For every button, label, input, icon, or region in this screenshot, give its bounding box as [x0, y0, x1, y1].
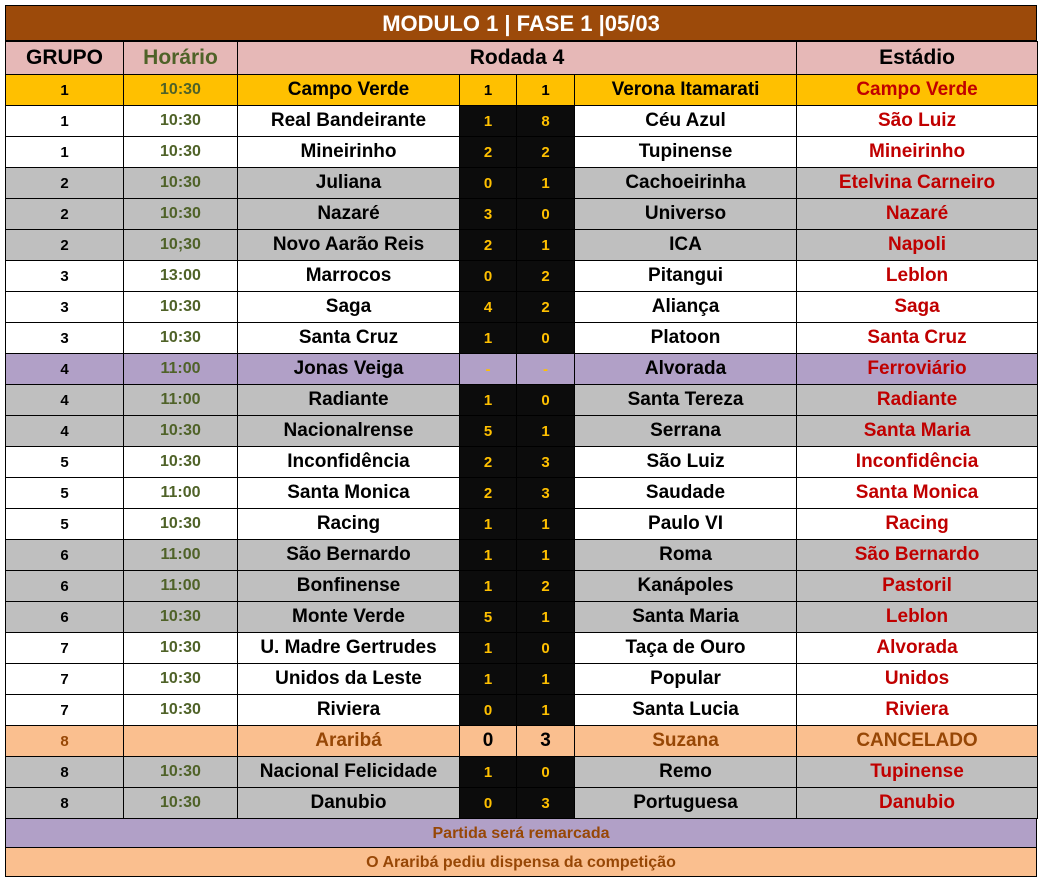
header-rodada: Rodada 4 — [238, 42, 797, 75]
group-cell: 6 — [6, 571, 124, 602]
home-team-cell: Juliana — [238, 168, 460, 199]
away-score-cell: 1 — [517, 168, 575, 199]
home-team-cell: Riviera — [238, 695, 460, 726]
stadium-cell: Saga — [797, 292, 1038, 323]
match-row — [6, 726, 1038, 757]
away-score-cell: 1 — [517, 230, 575, 261]
match-row — [6, 416, 1038, 447]
sheet-title: MODULO 1 | FASE 1 |05/03 — [5, 5, 1037, 41]
stadium-cell: Santa Maria — [797, 416, 1038, 447]
home-score-cell: 0 — [460, 695, 517, 726]
group-cell: 7 — [6, 664, 124, 695]
time-cell: 11:00 — [124, 540, 238, 571]
group-cell: 6 — [6, 540, 124, 571]
time-cell: 10:30 — [124, 447, 238, 478]
home-score-cell: 1 — [460, 509, 517, 540]
away-team-cell: Platoon — [575, 323, 797, 354]
stadium-cell: Santa Monica — [797, 478, 1038, 509]
home-score-cell: 5 — [460, 416, 517, 447]
match-row — [6, 695, 1038, 726]
match-row — [6, 757, 1038, 788]
away-team-cell: Verona Itamarati — [575, 75, 797, 106]
away-team-cell: Taça de Ouro — [575, 633, 797, 664]
away-score-cell: 0 — [517, 199, 575, 230]
group-cell: 4 — [6, 416, 124, 447]
away-team-cell: Suzana — [575, 726, 797, 757]
stadium-cell: Danubio — [797, 788, 1038, 819]
home-team-cell: Novo Aarão Reis — [238, 230, 460, 261]
away-score-cell: 3 — [517, 788, 575, 819]
time-cell: 10:30 — [124, 137, 238, 168]
stadium-cell: Leblon — [797, 261, 1038, 292]
home-score-cell: 1 — [460, 664, 517, 695]
match-row — [6, 385, 1038, 416]
away-team-cell: Santa Tereza — [575, 385, 797, 416]
away-team-cell: Santa Maria — [575, 602, 797, 633]
home-team-cell: Monte Verde — [238, 602, 460, 633]
home-team-cell: Unidos da Leste — [238, 664, 460, 695]
match-row — [6, 106, 1038, 137]
match-row — [6, 447, 1038, 478]
home-score-cell: 3 — [460, 199, 517, 230]
note-remarcada: Partida será remarcada — [5, 819, 1037, 848]
home-score-cell: - — [460, 354, 517, 385]
group-cell: 5 — [6, 509, 124, 540]
home-score-cell: 1 — [460, 540, 517, 571]
group-cell: 5 — [6, 447, 124, 478]
home-team-cell: São Bernardo — [238, 540, 460, 571]
home-team-cell: Jonas Veiga — [238, 354, 460, 385]
home-team-cell: Santa Cruz — [238, 323, 460, 354]
home-score-cell: 2 — [460, 447, 517, 478]
match-row — [6, 75, 1038, 106]
away-score-cell: 0 — [517, 757, 575, 788]
away-score-cell: 1 — [517, 75, 575, 106]
match-row — [6, 261, 1038, 292]
group-cell: 1 — [6, 106, 124, 137]
away-score-cell: 1 — [517, 664, 575, 695]
stadium-cell: Leblon — [797, 602, 1038, 633]
matches-table — [5, 41, 1038, 819]
match-row — [6, 354, 1038, 385]
away-team-cell: Universo — [575, 199, 797, 230]
away-team-cell: Tupinense — [575, 137, 797, 168]
match-row — [6, 788, 1038, 819]
group-cell: 1 — [6, 137, 124, 168]
away-team-cell: Cachoeirinha — [575, 168, 797, 199]
home-score-cell: 0 — [460, 261, 517, 292]
time-cell: 13:00 — [124, 261, 238, 292]
away-score-cell: 1 — [517, 695, 575, 726]
stadium-cell: Campo Verde — [797, 75, 1038, 106]
time-cell: 10:30 — [124, 602, 238, 633]
away-score-cell: 1 — [517, 509, 575, 540]
home-team-cell: Araribá — [238, 726, 460, 757]
time-cell: 10:30 — [124, 168, 238, 199]
match-row — [6, 664, 1038, 695]
away-team-cell: Kanápoles — [575, 571, 797, 602]
away-team-cell: Portuguesa — [575, 788, 797, 819]
home-team-cell: U. Madre Gertrudes — [238, 633, 460, 664]
home-score-cell: 1 — [460, 106, 517, 137]
time-cell: 10:30 — [124, 664, 238, 695]
away-team-cell: Saudade — [575, 478, 797, 509]
home-score-cell: 1 — [460, 757, 517, 788]
stadium-cell: Etelvina Carneiro — [797, 168, 1038, 199]
away-team-cell: Popular — [575, 664, 797, 695]
stadium-cell: Radiante — [797, 385, 1038, 416]
home-team-cell: Campo Verde — [238, 75, 460, 106]
group-cell: 5 — [6, 478, 124, 509]
time-cell: 10:30 — [124, 199, 238, 230]
note-dispensa: O Araribá pediu dispensa da competição — [5, 848, 1037, 877]
match-row — [6, 137, 1038, 168]
stadium-cell: São Luiz — [797, 106, 1038, 137]
stadium-cell: Alvorada — [797, 633, 1038, 664]
home-team-cell: Nacional Felicidade — [238, 757, 460, 788]
time-cell: 11:00 — [124, 478, 238, 509]
stadium-cell: Unidos — [797, 664, 1038, 695]
match-row — [6, 509, 1038, 540]
away-score-cell: 3 — [517, 478, 575, 509]
group-cell: 4 — [6, 354, 124, 385]
stadium-cell: CANCELADO — [797, 726, 1038, 757]
time-cell: 10:30 — [124, 292, 238, 323]
time-cell: 10;30 — [124, 230, 238, 261]
header-row — [6, 42, 1038, 75]
home-score-cell: 2 — [460, 137, 517, 168]
time-cell: 10:30 — [124, 106, 238, 137]
home-score-cell: 1 — [460, 633, 517, 664]
group-cell: 3 — [6, 292, 124, 323]
away-score-cell: 1 — [517, 416, 575, 447]
home-score-cell: 5 — [460, 602, 517, 633]
stadium-cell: Ferroviário — [797, 354, 1038, 385]
time-cell: 11:00 — [124, 354, 238, 385]
group-cell: 4 — [6, 385, 124, 416]
away-score-cell: 3 — [517, 726, 575, 757]
home-team-cell: Inconfidência — [238, 447, 460, 478]
home-score-cell: 2 — [460, 230, 517, 261]
home-score-cell: 1 — [460, 385, 517, 416]
header-estadio: Estádio — [797, 42, 1038, 75]
stadium-cell: Pastoril — [797, 571, 1038, 602]
match-row — [6, 292, 1038, 323]
time-cell: 11:00 — [124, 571, 238, 602]
time-cell: 10:30 — [124, 416, 238, 447]
away-team-cell: Céu Azul — [575, 106, 797, 137]
home-score-cell: 2 — [460, 478, 517, 509]
home-team-cell: Mineirinho — [238, 137, 460, 168]
away-team-cell: Remo — [575, 757, 797, 788]
stadium-cell: Mineirinho — [797, 137, 1038, 168]
away-score-cell: 1 — [517, 602, 575, 633]
stadium-cell: Santa Cruz — [797, 323, 1038, 354]
group-cell: 3 — [6, 261, 124, 292]
away-score-cell: 0 — [517, 633, 575, 664]
home-team-cell: Marrocos — [238, 261, 460, 292]
stadium-cell: Nazaré — [797, 199, 1038, 230]
stadium-cell: Napoli — [797, 230, 1038, 261]
away-team-cell: São Luiz — [575, 447, 797, 478]
away-score-cell: 3 — [517, 447, 575, 478]
away-team-cell: Aliança — [575, 292, 797, 323]
group-cell: 8 — [6, 726, 124, 757]
stadium-cell: Riviera — [797, 695, 1038, 726]
time-cell: 10:30 — [124, 323, 238, 354]
time-cell: 10:30 — [124, 509, 238, 540]
away-team-cell: Serrana — [575, 416, 797, 447]
group-cell: 7 — [6, 695, 124, 726]
away-score-cell: 2 — [517, 261, 575, 292]
home-team-cell: Bonfinense — [238, 571, 460, 602]
home-score-cell: 1 — [460, 323, 517, 354]
away-team-cell: Paulo VI — [575, 509, 797, 540]
group-cell: 8 — [6, 788, 124, 819]
away-score-cell: 1 — [517, 540, 575, 571]
home-team-cell: Saga — [238, 292, 460, 323]
away-team-cell: Roma — [575, 540, 797, 571]
away-score-cell: 8 — [517, 106, 575, 137]
away-team-cell: ICA — [575, 230, 797, 261]
match-row — [6, 230, 1038, 261]
match-row — [6, 540, 1038, 571]
stadium-cell: Inconfidência — [797, 447, 1038, 478]
stadium-cell: Tupinense — [797, 757, 1038, 788]
home-team-cell: Nazaré — [238, 199, 460, 230]
match-row — [6, 478, 1038, 509]
time-cell: 10:30 — [124, 695, 238, 726]
away-score-cell: 2 — [517, 571, 575, 602]
away-team-cell: Santa Lucia — [575, 695, 797, 726]
group-cell: 3 — [6, 323, 124, 354]
group-cell: 8 — [6, 757, 124, 788]
away-score-cell: - — [517, 354, 575, 385]
group-cell: 2 — [6, 168, 124, 199]
time-cell: 10:30 — [124, 75, 238, 106]
away-team-cell: Pitangui — [575, 261, 797, 292]
match-row — [6, 168, 1038, 199]
match-row — [6, 602, 1038, 633]
stadium-cell: Racing — [797, 509, 1038, 540]
group-cell: 2 — [6, 199, 124, 230]
match-row — [6, 633, 1038, 664]
time-cell: 10:30 — [124, 788, 238, 819]
group-cell: 7 — [6, 633, 124, 664]
match-row — [6, 571, 1038, 602]
home-score-cell: 0 — [460, 788, 517, 819]
home-team-cell: Nacionalrense — [238, 416, 460, 447]
group-cell: 1 — [6, 75, 124, 106]
home-team-cell: Real Bandeirante — [238, 106, 460, 137]
away-score-cell: 0 — [517, 323, 575, 354]
away-team-cell: Alvorada — [575, 354, 797, 385]
home-team-cell: Racing — [238, 509, 460, 540]
home-score-cell: 1 — [460, 571, 517, 602]
time-cell: 10:30 — [124, 633, 238, 664]
match-row — [6, 323, 1038, 354]
home-team-cell: Santa Monica — [238, 478, 460, 509]
home-score-cell: 0 — [460, 168, 517, 199]
time-cell — [124, 726, 238, 757]
home-team-cell: Danubio — [238, 788, 460, 819]
home-team-cell: Radiante — [238, 385, 460, 416]
header-horario: Horário — [124, 42, 238, 75]
away-score-cell: 2 — [517, 292, 575, 323]
home-score-cell: 1 — [460, 75, 517, 106]
away-score-cell: 0 — [517, 385, 575, 416]
away-score-cell: 2 — [517, 137, 575, 168]
home-score-cell: 4 — [460, 292, 517, 323]
schedule-sheet — [5, 5, 1037, 877]
stadium-cell: São Bernardo — [797, 540, 1038, 571]
home-score-cell: 0 — [460, 726, 517, 757]
time-cell: 11:00 — [124, 385, 238, 416]
header-grupo: GRUPO — [6, 42, 124, 75]
match-row — [6, 199, 1038, 230]
group-cell: 2 — [6, 230, 124, 261]
time-cell: 10:30 — [124, 757, 238, 788]
group-cell: 6 — [6, 602, 124, 633]
